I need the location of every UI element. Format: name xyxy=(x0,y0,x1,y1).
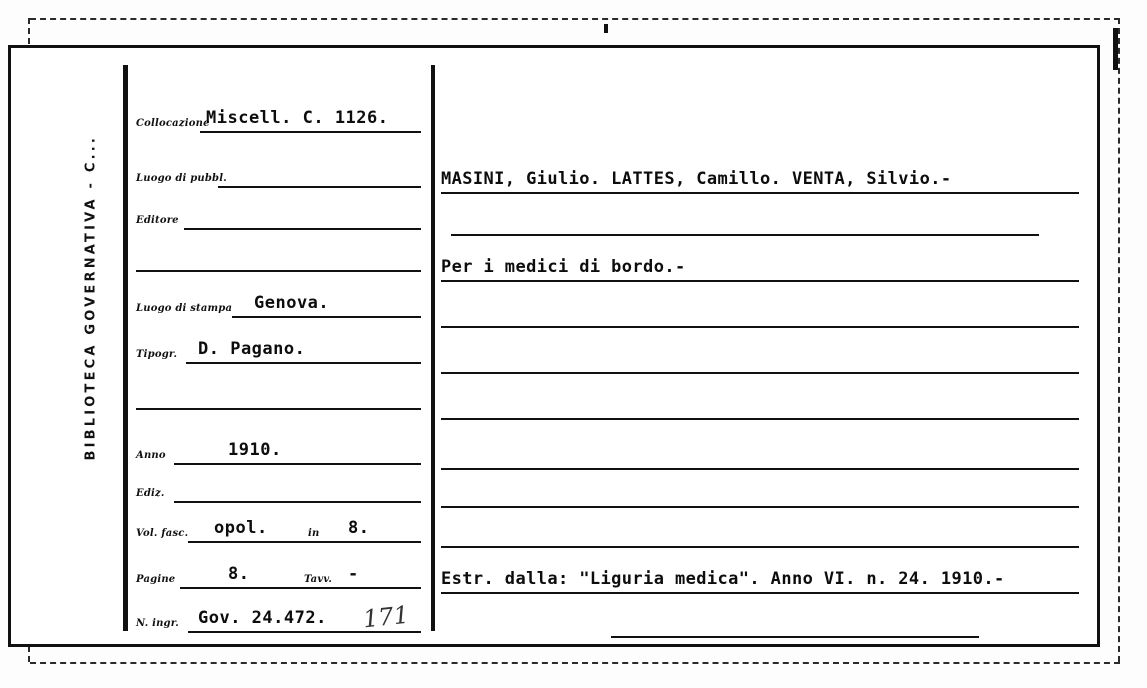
speck-mark-top xyxy=(604,24,608,33)
note-row xyxy=(441,594,1079,638)
note-row xyxy=(441,328,1079,374)
note-row-source xyxy=(441,548,1079,594)
field-rule xyxy=(188,631,421,633)
note-row xyxy=(441,508,1079,548)
field-value: 8. xyxy=(228,564,250,584)
edge-tick-mark xyxy=(1113,28,1118,70)
notes-column xyxy=(441,78,1079,638)
field-label: Tipogr. xyxy=(136,349,178,360)
field-row-volume-fascicolo xyxy=(136,503,421,543)
field-value: Genova. xyxy=(254,293,330,313)
field-label: Collocazione xyxy=(136,118,210,129)
field-value-secondary: - xyxy=(348,564,359,584)
field-row-blank-2 xyxy=(136,364,421,410)
catalog-card xyxy=(8,45,1100,647)
note-row xyxy=(441,282,1079,328)
field-row-luogo-stampa xyxy=(136,272,421,318)
note-value: MASINI, Giulio. LATTES, Camillo. VENTA, Silvio.- xyxy=(441,169,952,189)
field-value: Gov. 24.472. xyxy=(198,608,327,628)
field-label-secondary: in xyxy=(308,528,320,539)
field-row-blank-1 xyxy=(136,230,421,272)
field-label: Luogo di pubbl. xyxy=(136,173,227,184)
field-row-pagine xyxy=(136,543,421,589)
field-label: Editore xyxy=(136,215,179,226)
scan-edge-top xyxy=(30,18,1120,20)
field-row-luogo-pubbl xyxy=(136,133,421,188)
field-row-anno xyxy=(136,410,421,465)
note-row-author xyxy=(441,136,1079,194)
field-value: 1910. xyxy=(228,440,282,460)
field-value: Miscell. C. 1126. xyxy=(206,108,389,128)
note-row-title xyxy=(441,236,1079,282)
field-row-collocazione xyxy=(136,78,421,133)
scan-edge-right xyxy=(1118,18,1120,662)
field-row-tipografo xyxy=(136,318,421,364)
note-row xyxy=(441,470,1079,508)
field-label: N. ingr. xyxy=(136,618,179,629)
field-value-secondary: 8. xyxy=(348,518,370,538)
scan-edge-bottom xyxy=(30,662,1120,664)
field-value: D. Pagano. xyxy=(198,339,306,359)
page-edge-arc-right xyxy=(1120,95,1147,221)
field-label: Pagine xyxy=(136,574,176,585)
field-label: Vol. fasc. xyxy=(136,528,189,539)
pencil-accession-mark: 171 xyxy=(361,600,411,634)
note-row xyxy=(441,78,1079,136)
column-divider xyxy=(431,65,435,631)
field-label: Anno xyxy=(136,450,166,461)
note-rule xyxy=(611,636,979,638)
field-label: Luogo di stampa xyxy=(136,303,233,314)
field-label-secondary: Tavv. xyxy=(304,574,333,585)
form-field-column xyxy=(136,78,421,633)
library-imprint: BIBLIOTECA GOVERNATIVA - C... xyxy=(83,134,99,461)
note-value: Per i medici di bordo.- xyxy=(441,257,686,277)
field-row-edizione xyxy=(136,465,421,503)
note-row xyxy=(441,374,1079,420)
field-value: opol. xyxy=(214,518,268,538)
spine-divider xyxy=(123,65,128,631)
note-row xyxy=(441,194,1079,236)
field-row-editore xyxy=(136,188,421,230)
field-label: Ediz. xyxy=(136,488,165,499)
note-row xyxy=(441,420,1079,470)
note-value: Estr. dalla: "Liguria medica". Anno VI. n. 24. 1910.- xyxy=(441,569,1005,589)
